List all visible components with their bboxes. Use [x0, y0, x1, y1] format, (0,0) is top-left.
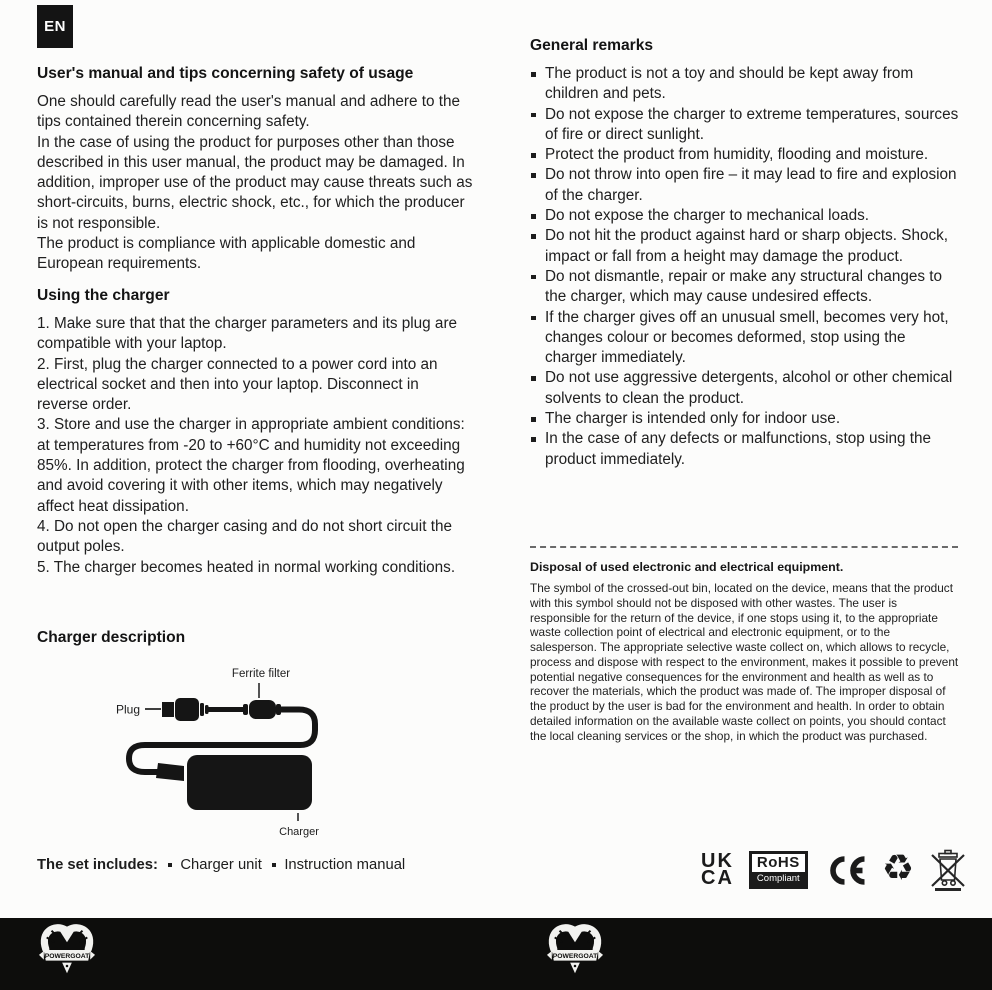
- disposal-body: The symbol of the crossed-out bin, located on the device, means that the product with this symbol should not be disposed with other wastes. The user is responsible for the return of the device, if one stops using it, to the appropriate waste collection point of electrical and electronic equipment, or to the salesperson. The appropriate selective waste collect on, which allows to recycle, process and dispose with respect to the environment, makes it possible to prevent potential negative consequences for the environment and health as well as to recover the materials, which the product was made of. The improper disposal of the product by the user is bad for the environment and health. In order to obtain detailed information on the available waste collect on points, you should contact the local cleaning services or the shop, in which the product was purchased.: [530, 581, 959, 743]
- remark-item: The charger is intended only for indoor use.: [530, 409, 960, 429]
- remark-item: The product is not a toy and should be kept away from children and pets.: [530, 64, 960, 105]
- paragraph: In the case of using the product for purposes other than those described in this user manual, the product may be damaged. In addition, improper use of the product may cause threats such as short-circuits, burns, electric shock, etc., for which the producer is not responsible.: [37, 133, 473, 232]
- remark-item: Do not expose the charger to mechanical loads.: [530, 206, 960, 226]
- numbered-step: 2. First, plug the charger connected to a power cord into an electrical socket and then into your laptop. Disconnect in reverse order.: [37, 355, 438, 414]
- numbered-step: 4. Do not open the charger casing and do not short circuit the output poles.: [37, 517, 452, 556]
- remark-item: In the case of any defects or malfunctions, stop using the product immediately.: [530, 429, 960, 470]
- disposal-title: Disposal of used electronic and electrical equipment.: [530, 560, 844, 574]
- ukca-line1: UK: [701, 849, 734, 872]
- footer-bar: [0, 918, 992, 990]
- language-badge: EN: [37, 5, 73, 48]
- set-item-charger-unit: Charger unit: [180, 857, 262, 873]
- remark-item: Do not hit the product against hard or sharp objects. Shock, impact or fall from a height may damage the product.: [530, 226, 960, 267]
- remark-item: Do not use aggressive detergents, alcohol or other chemical solvents to clean the product.: [530, 368, 960, 409]
- charger-brick-icon: [187, 755, 312, 810]
- dashed-divider: [530, 546, 958, 548]
- numbered-step: 1. Make sure that that the charger parameters and its plug are compatible with your laptop.: [37, 315, 458, 353]
- charger-diagram: [37, 658, 467, 844]
- rohs-mark-icon: [749, 851, 808, 889]
- recycling-symbol-icon: ♻: [881, 847, 915, 889]
- powergoat-logo-icon: [546, 922, 604, 978]
- powergoat-logo-icon: [38, 922, 96, 978]
- remark-item: If the charger gives off an unusual smell, becomes very hot, changes colour or becomes deformed, stop using the charger immediately.: [530, 308, 960, 369]
- general-remarks-list: [530, 64, 960, 470]
- ukca-line2: CA: [701, 867, 734, 889]
- section-title-charger-description: Charger description: [37, 629, 186, 646]
- brand-name: POWERGOAT: [44, 953, 90, 961]
- certification-marks: [701, 846, 967, 894]
- numbered-step: 5. The charger becomes heated in normal working conditions.: [37, 558, 456, 576]
- brand-name: POWERGOAT: [552, 953, 598, 961]
- section-title-general-remarks: General remarks: [530, 37, 654, 54]
- section-usage: [37, 64, 474, 275]
- plug-label: Plug: [115, 702, 140, 717]
- set-includes-line: [37, 857, 497, 873]
- numbered-step: 3. Store and use the charger in appropriate ambient conditions: at temperatures from -20 to +60°C and humidity not exceeding 85%. In addition, protect the charger from flooding, overheating and avoid covering it with other items, which may negatively affect heat dissipation.: [37, 416, 465, 515]
- paragraph: One should carefully read the user's manual and adhere to the tips contained therein concerning safety.: [37, 93, 461, 131]
- section-using-charger: [37, 286, 474, 578]
- plug-icon: [162, 698, 209, 721]
- section-title-using-charger: Using the charger: [37, 287, 170, 304]
- usage-paragraphs: [37, 92, 474, 275]
- charger-label: Charger: [279, 826, 319, 838]
- remark-item: Do not dismantle, repair or make any structural changes to the charger, which may cause undesired effects.: [530, 267, 960, 308]
- section-disposal: [530, 560, 960, 743]
- paragraph: The product is compliance with applicable domestic and European requirements.: [37, 235, 416, 273]
- dc-connector-icon: [156, 763, 184, 781]
- bullet-square: [168, 863, 173, 868]
- using-steps: [37, 314, 474, 578]
- remark-item: Do not throw into open fire – it may lead to fire and explosion of the charger.: [530, 165, 960, 206]
- set-item-instruction-manual: Instruction manual: [284, 857, 406, 873]
- section-title-usage: User's manual and tips concerning safety of usage: [37, 65, 414, 82]
- remark-item: Protect the product from humidity, flooding and moisture.: [530, 145, 960, 165]
- section-general-remarks: [530, 36, 960, 470]
- rohs-bottom-text: Compliant: [752, 872, 805, 886]
- rohs-top-text: RoHS: [756, 854, 800, 871]
- ferrite-filter-icon: [243, 700, 281, 719]
- ce-mark-icon: [823, 854, 867, 887]
- ferrite-filter-label: Ferrite filter: [231, 668, 291, 680]
- weee-crossed-out-bin-icon: [929, 846, 967, 894]
- set-includes-label: The set includes:: [37, 857, 158, 873]
- bullet-square: [272, 863, 277, 868]
- ukca-mark-icon: [701, 849, 734, 889]
- remark-item: Do not expose the charger to extreme temperatures, sources of fire or direct sunlight.: [530, 105, 960, 146]
